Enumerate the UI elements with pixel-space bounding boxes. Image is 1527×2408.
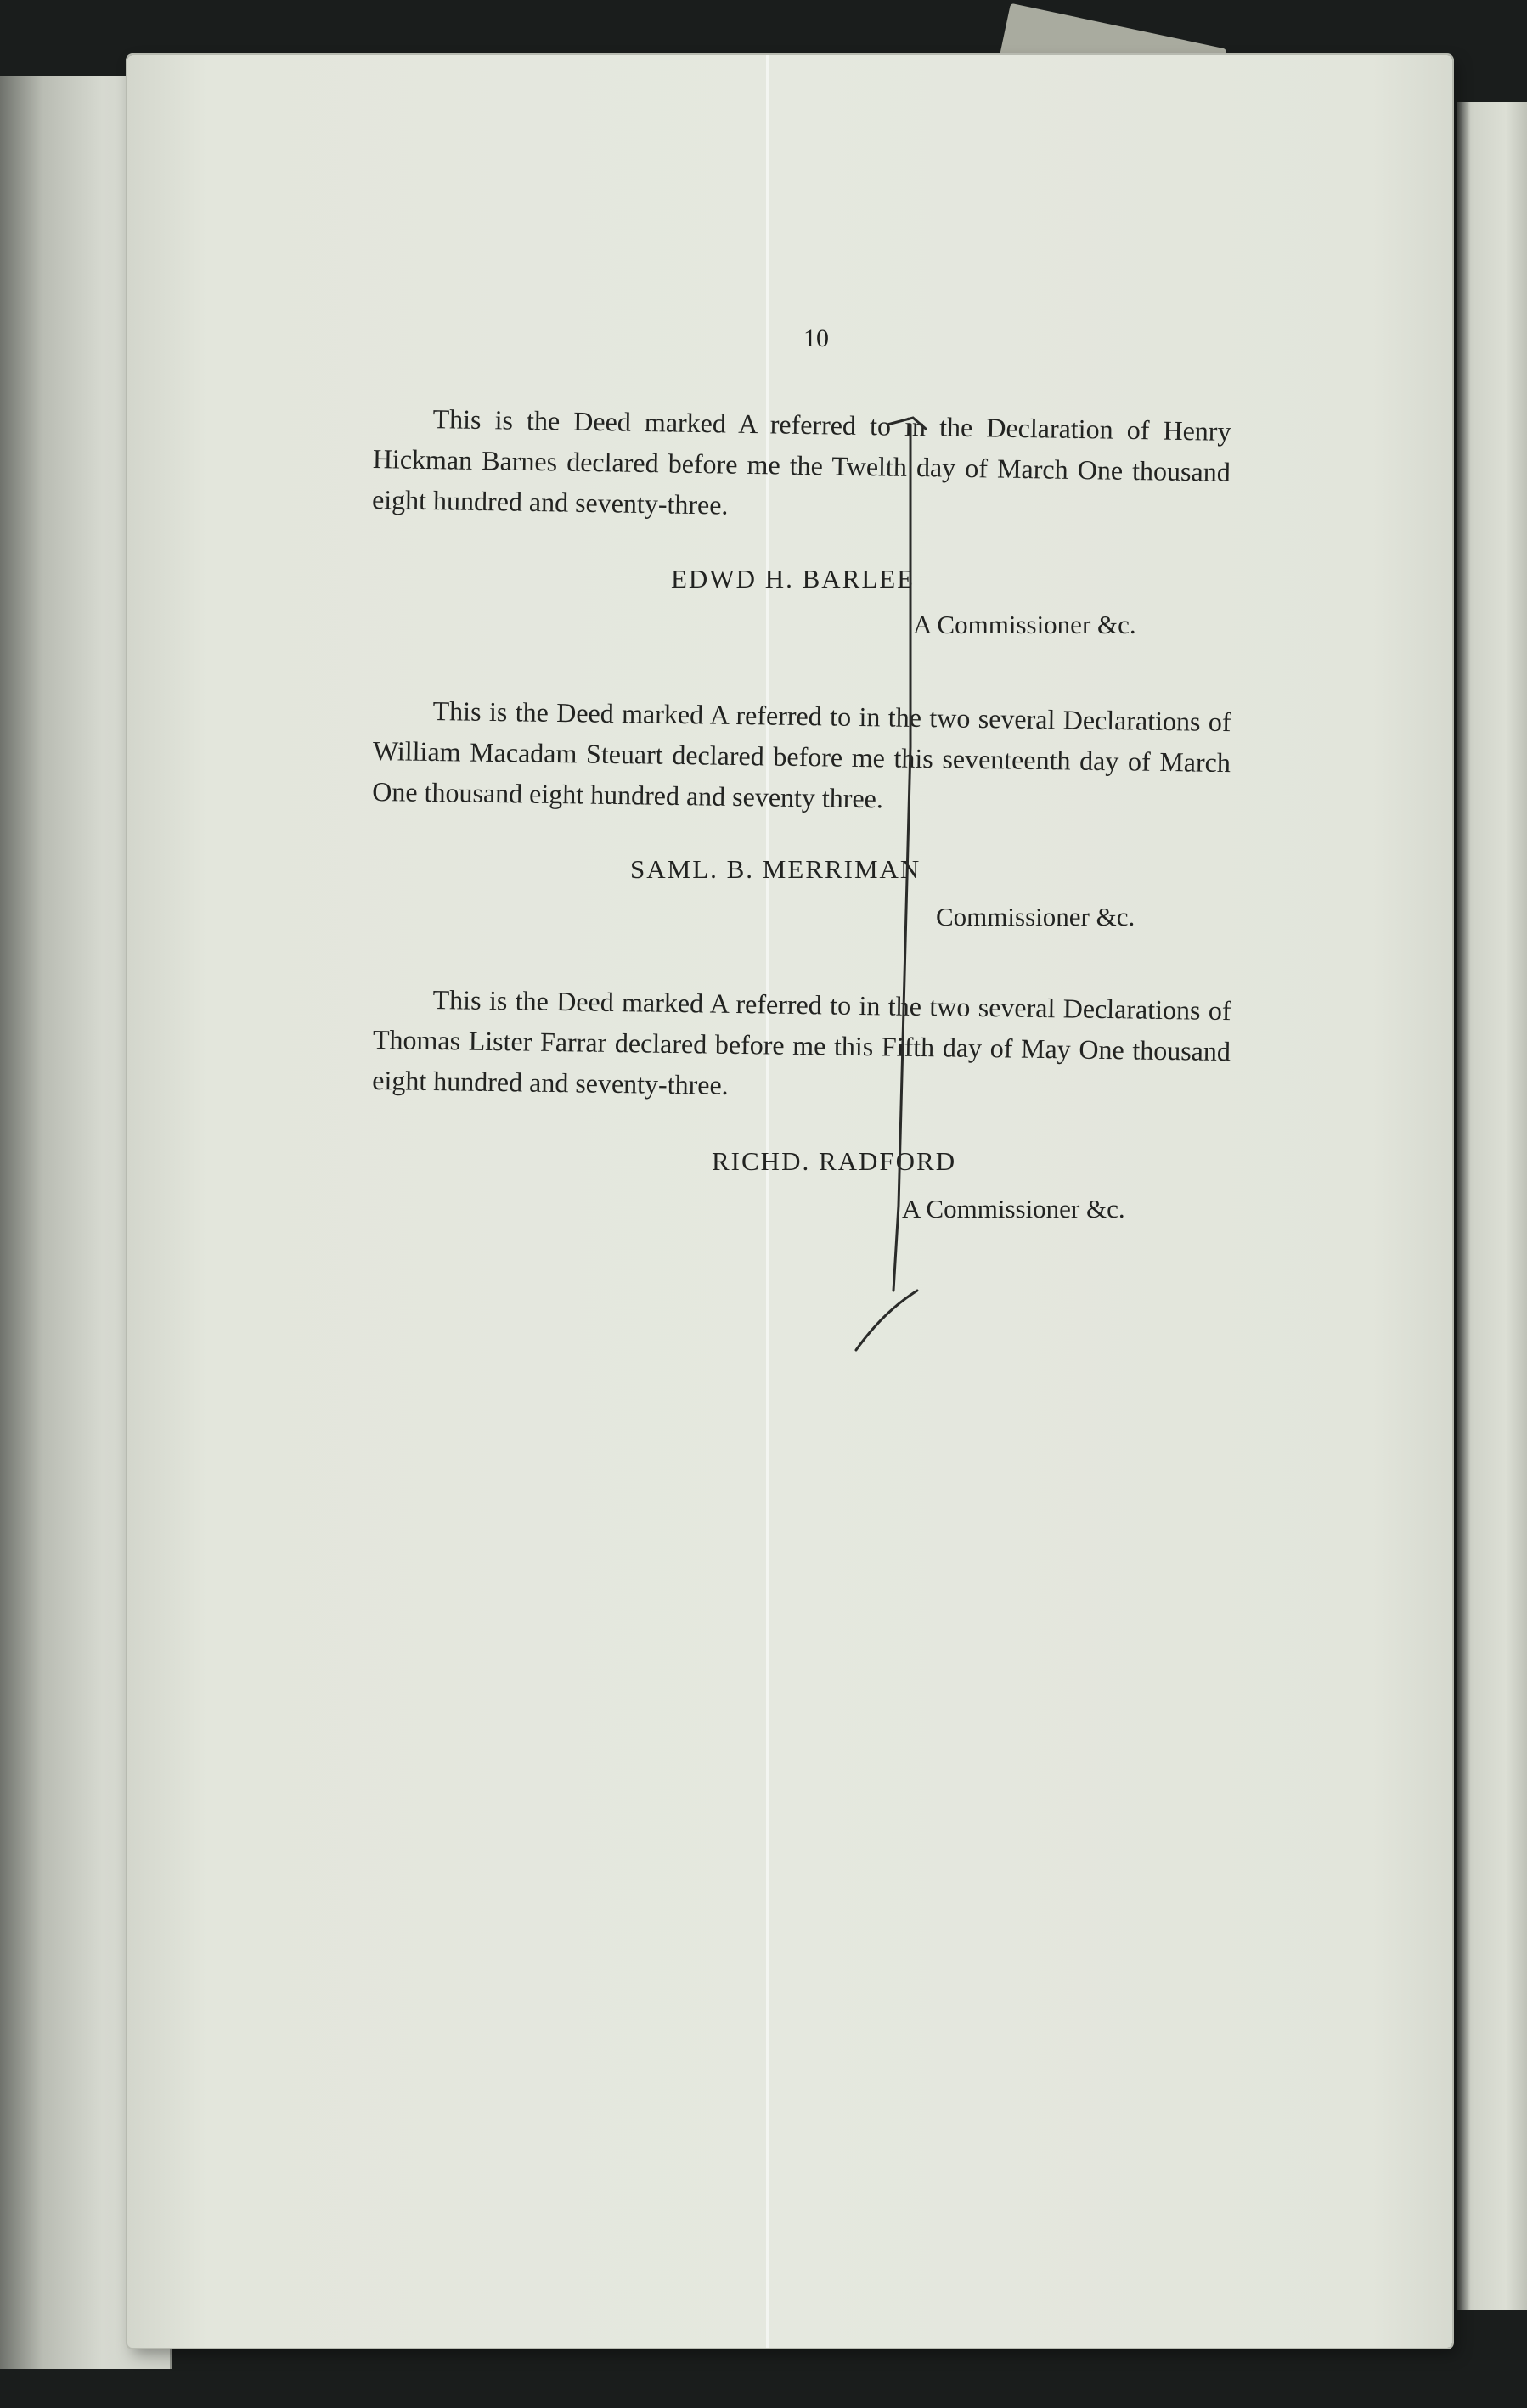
page-number: 10 (803, 324, 829, 352)
deed-paragraph-1: This is the Deed marked A referred to in the Declaration of Henry Hickman Barnes declared before me the Twelth day of March One thousand eight hundred and seventy-three. (371, 403, 1231, 520)
document-page (127, 55, 1452, 2348)
signatory-1: EDWD H. BARLEE (671, 564, 916, 594)
deed-paragraph-3: This is the Deed marked A referred to in the two several Declarations of Thomas Lister Farrar declared before me this Fifth day of May One thousand eight hundred and seventy-three. (372, 983, 1231, 1100)
signatory-title-2: Commissioner &c. (936, 902, 1135, 931)
signatory-2: SAML. B. MERRIMAN (630, 854, 921, 884)
adjacent-page-edge (1457, 102, 1527, 2310)
signatory-title-1: A Commissioner &c. (913, 610, 1136, 639)
page-fold-line (766, 55, 769, 2348)
signatory-3: RICHD. RADFORD (712, 1146, 957, 1176)
signatory-title-3: A Commissioner &c. (902, 1194, 1125, 1224)
deed-paragraph-2: This is the Deed marked A referred to in the two several Declarations of William Macadam Steuart declared before me this seventeenth day of March One thousand eight hundred and seventy three. (372, 695, 1231, 814)
